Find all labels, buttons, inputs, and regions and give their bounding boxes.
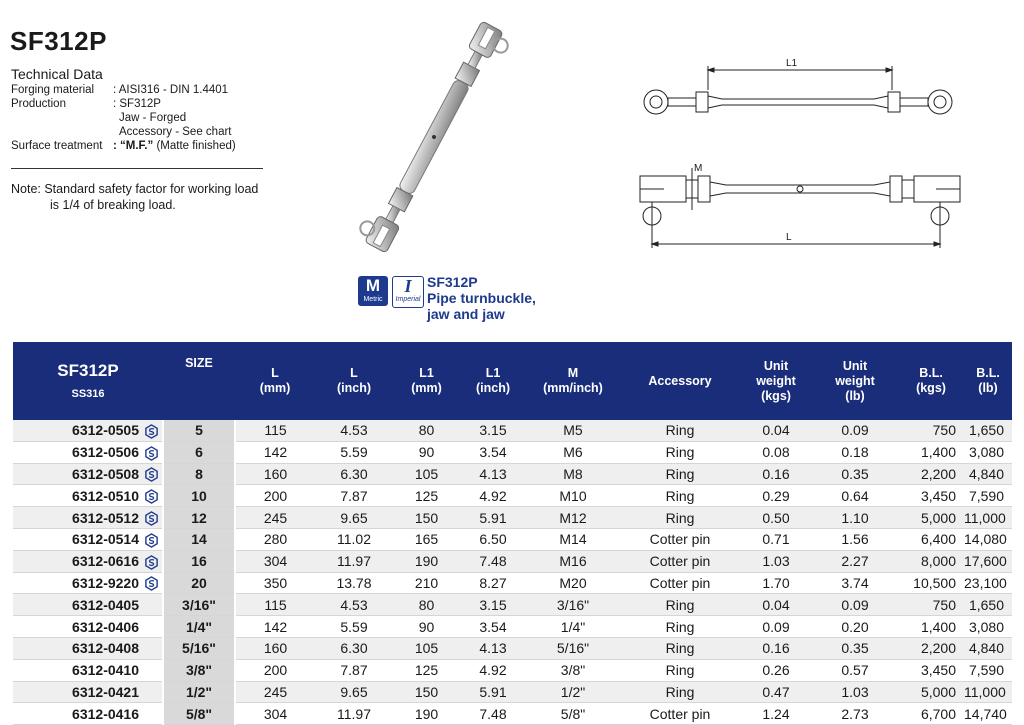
spec-value: (Matte finished) [153,140,236,152]
weight-lb-cell: 0.35 [812,463,898,485]
weight-kgs-cell: 0.16 [740,463,812,485]
divider [11,168,263,169]
breaking-load-lb-cell: 7,590 [964,659,1012,681]
col-header-l-inch [315,342,393,420]
length-inch-cell: 6.30 [315,463,393,485]
length-inch-cell: 4.53 [315,420,393,441]
weight-lb-cell: 0.18 [812,441,898,463]
l1-mm-cell: 80 [393,420,460,441]
weight-kgs-cell: 0.50 [740,507,812,529]
weight-lb-cell: 0.09 [812,594,898,616]
part-number-cell: 6312-0506 [13,441,141,463]
breaking-load-lb-cell: 11,000 [964,507,1012,529]
size-cell: 6 [163,441,235,463]
ss-icon-cell-cell [141,637,163,659]
weight-kgs-cell: 1.24 [740,703,812,725]
ss316-icon [144,446,159,461]
breaking-load-kgs-cell: 3,450 [898,659,964,681]
part-number-cell: 6312-0408 [13,637,141,659]
length-mm-cell: 200 [235,659,315,681]
l1-inch-cell: 5.91 [460,681,526,703]
l1-inch-cell: 3.15 [460,594,526,616]
length-mm-cell: 160 [235,637,315,659]
col-header-weight-kgs-l2: weight [756,373,796,388]
size-cell: 3/8" [163,659,235,681]
l1-inch-cell: 3.54 [460,616,526,638]
technical-drawing-side [634,158,964,258]
product-code: SF312P [427,274,478,290]
l-label: L [786,232,792,243]
col-header-weight-lb-l1: Unit [842,358,868,373]
length-mm-cell: 115 [235,594,315,616]
weight-kgs-cell: 1.70 [740,572,812,594]
product-description-line-1: Pipe turnbuckle, [427,290,536,306]
col-header-l-mm-l2: (mm) [259,381,291,395]
col-header-size [163,342,235,420]
length-mm-cell: 245 [235,681,315,703]
part-number-cell: 6312-0510 [13,485,141,507]
thread-size-cell: 3/16" [526,594,620,616]
thread-size-cell: 5/8" [526,703,620,725]
accessory-cell: Ring [620,463,740,485]
length-mm-cell: 142 [235,616,315,638]
length-mm-cell: 200 [235,485,315,507]
part-number-cell: 6312-9220 [13,572,141,594]
size-cell: 14 [163,528,235,550]
weight-kgs-cell: 0.04 [740,594,812,616]
weight-lb-cell: 1.56 [812,528,898,550]
ss-icon-cell-cell [141,550,163,572]
spec-production-accessory: Accessory - See chart [119,126,232,138]
l1-inch-cell: 4.92 [460,659,526,681]
ss-icon-cell-cell [141,703,163,725]
table-row [13,507,1012,529]
ss-icon-cell-cell [141,572,163,594]
part-number-cell: 6312-0514 [13,528,141,550]
col-header-m [526,342,620,420]
length-mm-cell: 245 [235,507,315,529]
l1-inch-cell: 4.92 [460,485,526,507]
breaking-load-lb-cell: 4,840 [964,463,1012,485]
part-number-cell: 6312-0512 [13,507,141,529]
thread-size-cell: M20 [526,572,620,594]
table-row [13,485,1012,507]
spec-forging-material [11,83,228,97]
breaking-load-kgs-cell: 750 [898,420,964,441]
product-description-line-2: jaw and jaw [427,306,505,322]
l1-mm-cell: 165 [393,528,460,550]
size-cell: 12 [163,507,235,529]
breaking-load-lb-cell: 1,650 [964,420,1012,441]
l1-mm-cell: 90 [393,441,460,463]
breaking-load-lb-cell: 11,000 [964,681,1012,703]
technical-drawing-top [634,56,964,126]
accessory-cell: Cotter pin [620,550,740,572]
ss-icon-cell-cell [141,463,163,485]
l1-inch-cell: 6.50 [460,528,526,550]
size-cell: 5/16" [163,637,235,659]
l1-mm-cell: 210 [393,572,460,594]
ss316-icon [144,576,159,591]
size-cell: 1/4" [163,616,235,638]
col-header-code [13,342,163,420]
weight-kgs-cell: 0.08 [740,441,812,463]
accessory-cell: Ring [620,420,740,441]
breaking-load-kgs-cell: 3,450 [898,485,964,507]
accessory-cell: Ring [620,441,740,463]
length-inch-cell: 11.97 [315,550,393,572]
weight-lb-cell: 3.74 [812,572,898,594]
col-header-code-title: SF312P [57,360,119,380]
part-number-cell: 6312-0416 [13,703,141,725]
weight-kgs-cell: 1.03 [740,550,812,572]
col-header-bl-lb [964,342,1012,420]
l1-inch-cell: 3.15 [460,420,526,441]
spec-label: Surface treatment [11,140,103,152]
size-cell: 1/2" [163,681,235,703]
ss-icon-cell-cell [141,485,163,507]
table-row [13,528,1012,550]
l1-inch-cell: 5.91 [460,507,526,529]
weight-kgs-cell: 0.04 [740,420,812,441]
l1-mm-cell: 105 [393,463,460,485]
weight-kgs-cell: 0.09 [740,616,812,638]
col-header-bl-lb-l2: (lb) [978,381,998,395]
weight-lb-cell: 0.20 [812,616,898,638]
metric-badge-letter: M [365,276,381,295]
breaking-load-kgs-cell: 6,400 [898,528,964,550]
l1-mm-cell: 150 [393,681,460,703]
weight-kgs-cell: 0.26 [740,659,812,681]
imperial-badge-text: Imperial [395,296,421,303]
length-inch-cell: 11.02 [315,528,393,550]
ss316-icon [144,511,159,526]
note-line-2: is 1/4 of breaking load. [50,198,176,212]
breaking-load-lb-cell: 3,080 [964,616,1012,638]
col-header-weight-lb [812,342,898,420]
size-cell: 16 [163,550,235,572]
col-header-weight-kgs [740,342,812,420]
table-row [13,637,1012,659]
ss-icon-cell-cell [141,616,163,638]
table-row [13,463,1012,485]
col-header-accessory [620,342,740,420]
l1-mm-cell: 105 [393,637,460,659]
ss-icon-cell-cell [141,420,163,441]
weight-lb-cell: 0.64 [812,485,898,507]
l1-inch-cell: 4.13 [460,463,526,485]
spec-value: : AISI316 - DIN 1.4401 [113,84,229,96]
col-header-m-l2: (mm/inch) [543,381,603,395]
table-row [13,550,1012,572]
accessory-cell: Cotter pin [620,572,740,594]
accessory-cell: Ring [620,659,740,681]
breaking-load-lb-cell: 7,590 [964,485,1012,507]
l1-mm-cell: 125 [393,485,460,507]
l1-inch-cell: 8.27 [460,572,526,594]
col-header-bl-kgs [898,342,964,420]
col-header-l1-inch-l2: (inch) [475,381,511,395]
imperial-badge-letter: I [404,276,412,296]
length-mm-cell: 280 [235,528,315,550]
spec-surface-treatment [11,139,236,153]
table-header-row [13,342,1012,420]
col-header-weight-kgs-l3: (kgs) [761,388,791,403]
length-mm-cell: 350 [235,572,315,594]
thread-size-cell: M10 [526,485,620,507]
breaking-load-kgs-cell: 2,200 [898,463,964,485]
length-mm-cell: 304 [235,550,315,572]
ss316-icon [144,424,159,439]
l1-inch-cell: 7.48 [460,703,526,725]
length-inch-cell: 9.65 [315,507,393,529]
weight-lb-cell: 1.10 [812,507,898,529]
breaking-load-lb-cell: 23,100 [964,572,1012,594]
thread-size-cell: 5/16" [526,637,620,659]
l1-mm-cell: 80 [393,594,460,616]
breaking-load-lb-cell: 17,600 [964,550,1012,572]
size-cell: 10 [163,485,235,507]
size-cell: 20 [163,572,235,594]
col-header-l-inch-l2: (inch) [336,381,372,395]
weight-kgs-cell: 0.47 [740,681,812,703]
thread-size-cell: M8 [526,463,620,485]
l1-mm-cell: 190 [393,550,460,572]
note-line-1: Note: Standard safety factor for working load [11,182,259,196]
col-header-bl-kgs-l2: (kgs) [916,381,946,395]
length-mm-cell: 115 [235,420,315,441]
l1-mm-cell: 150 [393,507,460,529]
spec-production-jaw: Jaw - Forged [119,112,187,124]
col-header-accessory-label: Accessory [648,373,712,388]
col-header-l-mm [235,342,315,420]
col-header-l-mm-l1: L [271,366,279,380]
breaking-load-lb-cell: 4,840 [964,637,1012,659]
weight-kgs-cell: 0.71 [740,528,812,550]
spec-value-bold: : “M.F.” [113,140,154,152]
imperial-badge [392,276,424,308]
breaking-load-kgs-cell: 8,000 [898,550,964,572]
breaking-load-kgs-cell: 750 [898,594,964,616]
table-row [13,681,1012,703]
table-row [13,572,1012,594]
accessory-cell: Ring [620,637,740,659]
part-number-cell: 6312-0508 [13,463,141,485]
table-row [13,703,1012,725]
accessory-cell: Ring [620,681,740,703]
col-header-l1-mm-l2: (mm) [411,381,442,395]
size-cell: 8 [163,463,235,485]
breaking-load-lb-cell: 14,740 [964,703,1012,725]
col-header-l1-mm [393,342,460,420]
ss316-icon [144,555,159,570]
ss-icon-cell-cell [141,507,163,529]
length-inch-cell: 6.30 [315,637,393,659]
part-number-cell: 6312-0616 [13,550,141,572]
l1-mm-cell: 190 [393,703,460,725]
accessory-cell: Ring [620,485,740,507]
ss-icon-cell-cell [141,441,163,463]
thread-size-cell: M14 [526,528,620,550]
col-header-code-sub: SS316 [71,387,105,400]
weight-lb-cell: 0.57 [812,659,898,681]
weight-kgs-cell: 0.16 [740,637,812,659]
breaking-load-kgs-cell: 1,400 [898,616,964,638]
thread-size-cell: 1/2" [526,681,620,703]
ss316-icon [144,533,159,548]
page-title: SF312P [10,26,107,56]
ss316-icon [144,489,159,504]
table-row [13,659,1012,681]
breaking-load-lb-cell: 14,080 [964,528,1012,550]
breaking-load-kgs-cell: 10,500 [898,572,964,594]
spec-label: Forging material [11,84,95,96]
col-header-l1-inch [460,342,526,420]
weight-lb-cell: 0.35 [812,637,898,659]
weight-lb-cell: 0.09 [812,420,898,441]
part-number-cell: 6312-0410 [13,659,141,681]
spec-production [11,97,161,111]
col-header-weight-lb-l3: (lb) [845,388,865,403]
col-header-l1-inch-l1: L1 [485,366,501,380]
weight-lb-cell: 2.27 [812,550,898,572]
part-number-cell: 6312-0405 [13,594,141,616]
spec-label: Production [11,98,66,110]
length-inch-cell: 5.59 [315,441,393,463]
table-body [13,420,1012,725]
col-header-m-l1: M [567,366,579,380]
length-mm-cell: 160 [235,463,315,485]
part-number-cell: 6312-0406 [13,616,141,638]
breaking-load-kgs-cell: 5,000 [898,507,964,529]
col-header-l-inch-l1: L [350,366,358,380]
thread-size-cell: 1/4" [526,616,620,638]
l1-mm-cell: 125 [393,659,460,681]
col-header-weight-kgs-l1: Unit [763,358,789,373]
breaking-load-kgs-cell: 6,700 [898,703,964,725]
breaking-load-lb-cell: 3,080 [964,441,1012,463]
breaking-load-kgs-cell: 5,000 [898,681,964,703]
l1-inch-cell: 7.48 [460,550,526,572]
ss316-icon [144,467,159,482]
spec-table [13,342,1012,725]
weight-lb-cell: 2.73 [812,703,898,725]
length-inch-cell: 13.78 [315,572,393,594]
m-label: M [694,163,703,174]
size-cell: 3/16" [163,594,235,616]
table-row [13,420,1012,441]
accessory-cell: Ring [620,616,740,638]
ss-icon-cell-cell [141,681,163,703]
length-mm-cell: 142 [235,441,315,463]
length-mm-cell: 304 [235,703,315,725]
breaking-load-kgs-cell: 2,200 [898,637,964,659]
part-number-cell: 6312-0505 [13,420,141,441]
col-header-size-label: SIZE [185,356,213,370]
weight-lb-cell: 1.03 [812,681,898,703]
l1-inch-cell: 3.54 [460,441,526,463]
length-inch-cell: 9.65 [315,681,393,703]
accessory-cell: Cotter pin [620,703,740,725]
table-row [13,441,1012,463]
accessory-cell: Ring [620,594,740,616]
breaking-load-kgs-cell: 1,400 [898,441,964,463]
l1-inch-cell: 4.13 [460,637,526,659]
accessory-cell: Ring [620,507,740,529]
length-inch-cell: 4.53 [315,594,393,616]
col-header-bl-kgs-l1: B.L. [919,366,943,380]
col-header-weight-lb-l2: weight [835,373,875,388]
thread-size-cell: M5 [526,420,620,441]
ss-icon-cell-cell [141,659,163,681]
length-inch-cell: 5.59 [315,616,393,638]
table-row [13,616,1012,638]
l1-label: L1 [786,58,798,69]
thread-size-cell: M16 [526,550,620,572]
metric-badge-text: Metric [363,296,383,303]
technical-data-heading: Technical Data [11,66,103,82]
thread-size-cell: M12 [526,507,620,529]
col-header-bl-lb-l1: B.L. [976,366,1000,380]
length-inch-cell: 11.97 [315,703,393,725]
metric-badge [358,276,388,306]
size-cell: 5 [163,420,235,441]
table-row [13,594,1012,616]
breaking-load-lb-cell: 1,650 [964,594,1012,616]
ss-icon-cell-cell [141,594,163,616]
part-number-cell: 6312-0421 [13,681,141,703]
col-header-l1-mm-l1: L1 [419,366,434,380]
turnbuckle-photo [278,8,590,266]
l1-mm-cell: 90 [393,616,460,638]
accessory-cell: Cotter pin [620,528,740,550]
length-inch-cell: 7.87 [315,659,393,681]
weight-kgs-cell: 0.29 [740,485,812,507]
thread-size-cell: 3/8" [526,659,620,681]
ss-icon-cell-cell [141,528,163,550]
spec-value: : SF312P [113,98,161,110]
length-inch-cell: 7.87 [315,485,393,507]
size-cell: 5/8" [163,703,235,725]
thread-size-cell: M6 [526,441,620,463]
